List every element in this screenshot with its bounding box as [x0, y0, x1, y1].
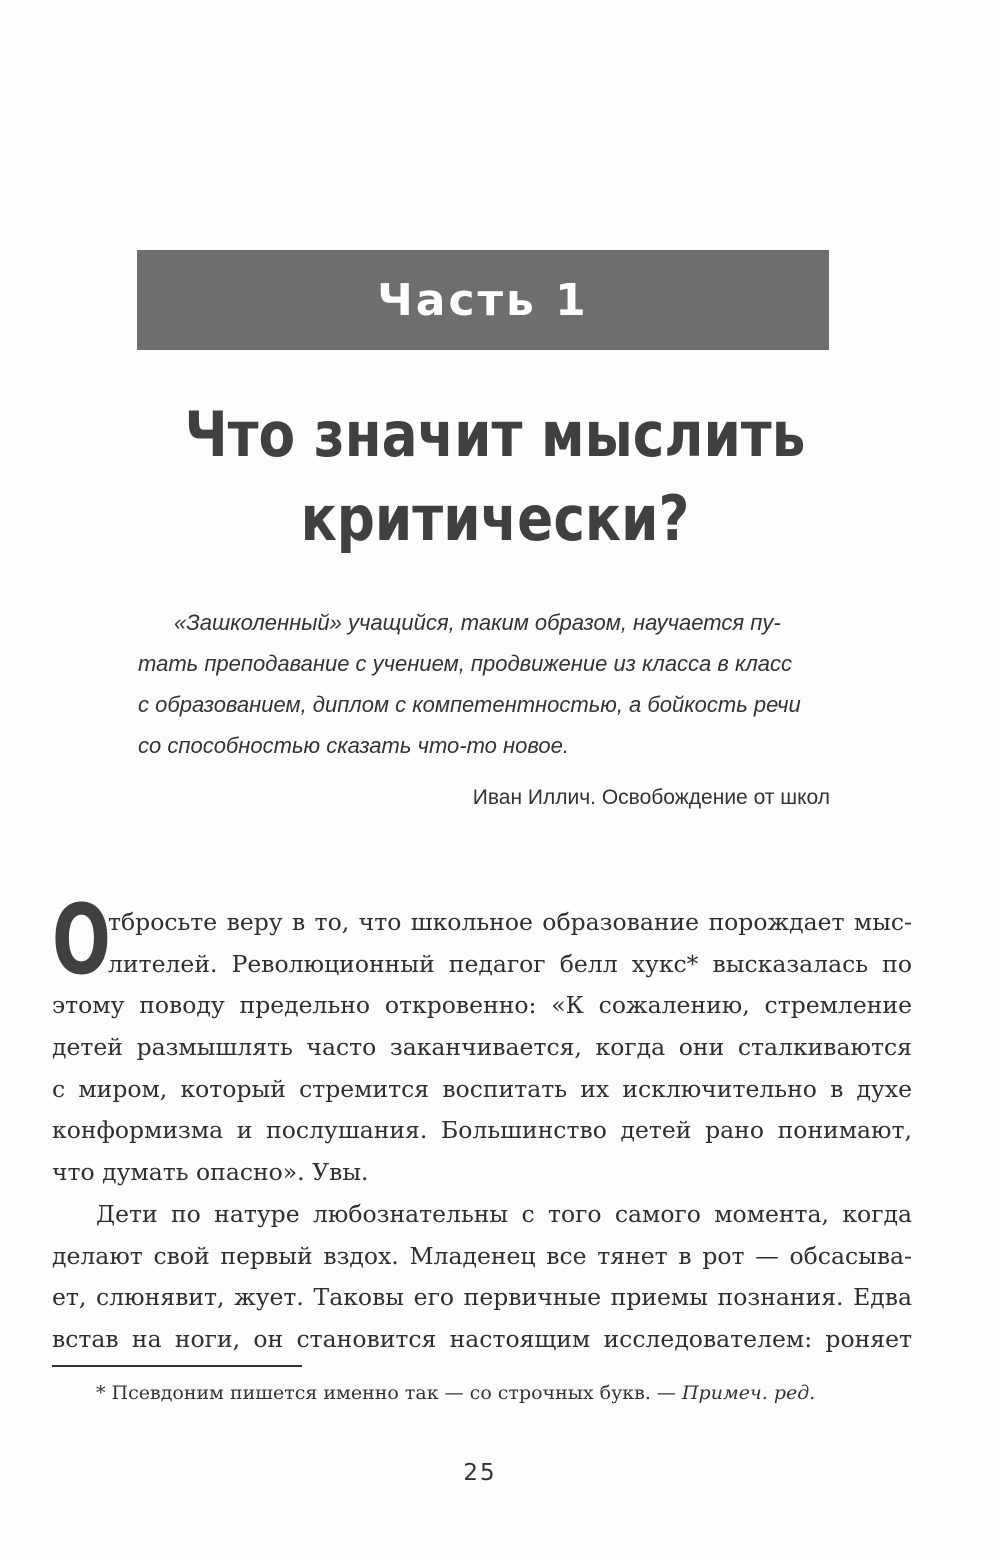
body-text	[52, 902, 912, 1361]
chapter-title-line: Что значит мыслить	[184, 398, 806, 471]
body-line: что думать опасно». Увы.	[52, 1158, 369, 1187]
body-line: лителей. Революционный педагог белл хукс* высказалась по	[108, 949, 912, 978]
page-number: 25	[463, 1460, 497, 1486]
body-line: этому поводу предельно откровенно: «К сожалению, стремление	[52, 991, 912, 1020]
epigraph-source: Иван Иллич. Освобождение от школ	[472, 786, 830, 809]
footnote	[96, 1382, 815, 1404]
epigraph-line: тать преподавание с учением, продвижение из класса в класс	[138, 651, 793, 676]
footnote-text: * Псевдоним пишется именно так — со строчных букв. —	[96, 1382, 682, 1404]
body-line: детей размышлять часто заканчивается, когда они сталкиваются	[52, 1033, 912, 1062]
body-line: делают свой первый вздох. Младенец все тянет в рот — обсасыва-	[52, 1241, 912, 1270]
footnote-editor-note: Примеч. ред.	[681, 1382, 816, 1404]
epigraph	[138, 602, 830, 766]
chapter-title	[121, 393, 869, 561]
body-line: ет, слюнявит, жует. Таковы его первичные приемы познания. Едва	[52, 1283, 912, 1312]
body-line: с миром, который стремится воспитать их исключительно в духе	[52, 1074, 912, 1103]
chapter-title-line: критически?	[300, 482, 690, 555]
epigraph-line: с образованием, диплом с компетентностью, а бойкость речи	[138, 692, 801, 717]
part-banner	[137, 250, 829, 350]
epigraph-line: со способностью сказать что-то новое.	[138, 733, 569, 758]
epigraph-line: «Зашколенный» учащийся, таким образом, научается пу-	[174, 610, 781, 635]
part-label: Часть 1	[377, 274, 589, 326]
drop-cap: О	[52, 884, 111, 996]
body-line: встав на ноги, он становится настоящим исследователем: роняет	[52, 1324, 912, 1353]
body-line: Дети по натуре любознательны с того самого момента, когда	[96, 1199, 912, 1228]
body-line: тбросьте веру в то, что школьное образование порождает мыс-	[108, 908, 912, 936]
body-line: конформизма и послушания. Большинство детей рано понимают,	[52, 1116, 912, 1145]
footnote-divider	[52, 1365, 302, 1367]
